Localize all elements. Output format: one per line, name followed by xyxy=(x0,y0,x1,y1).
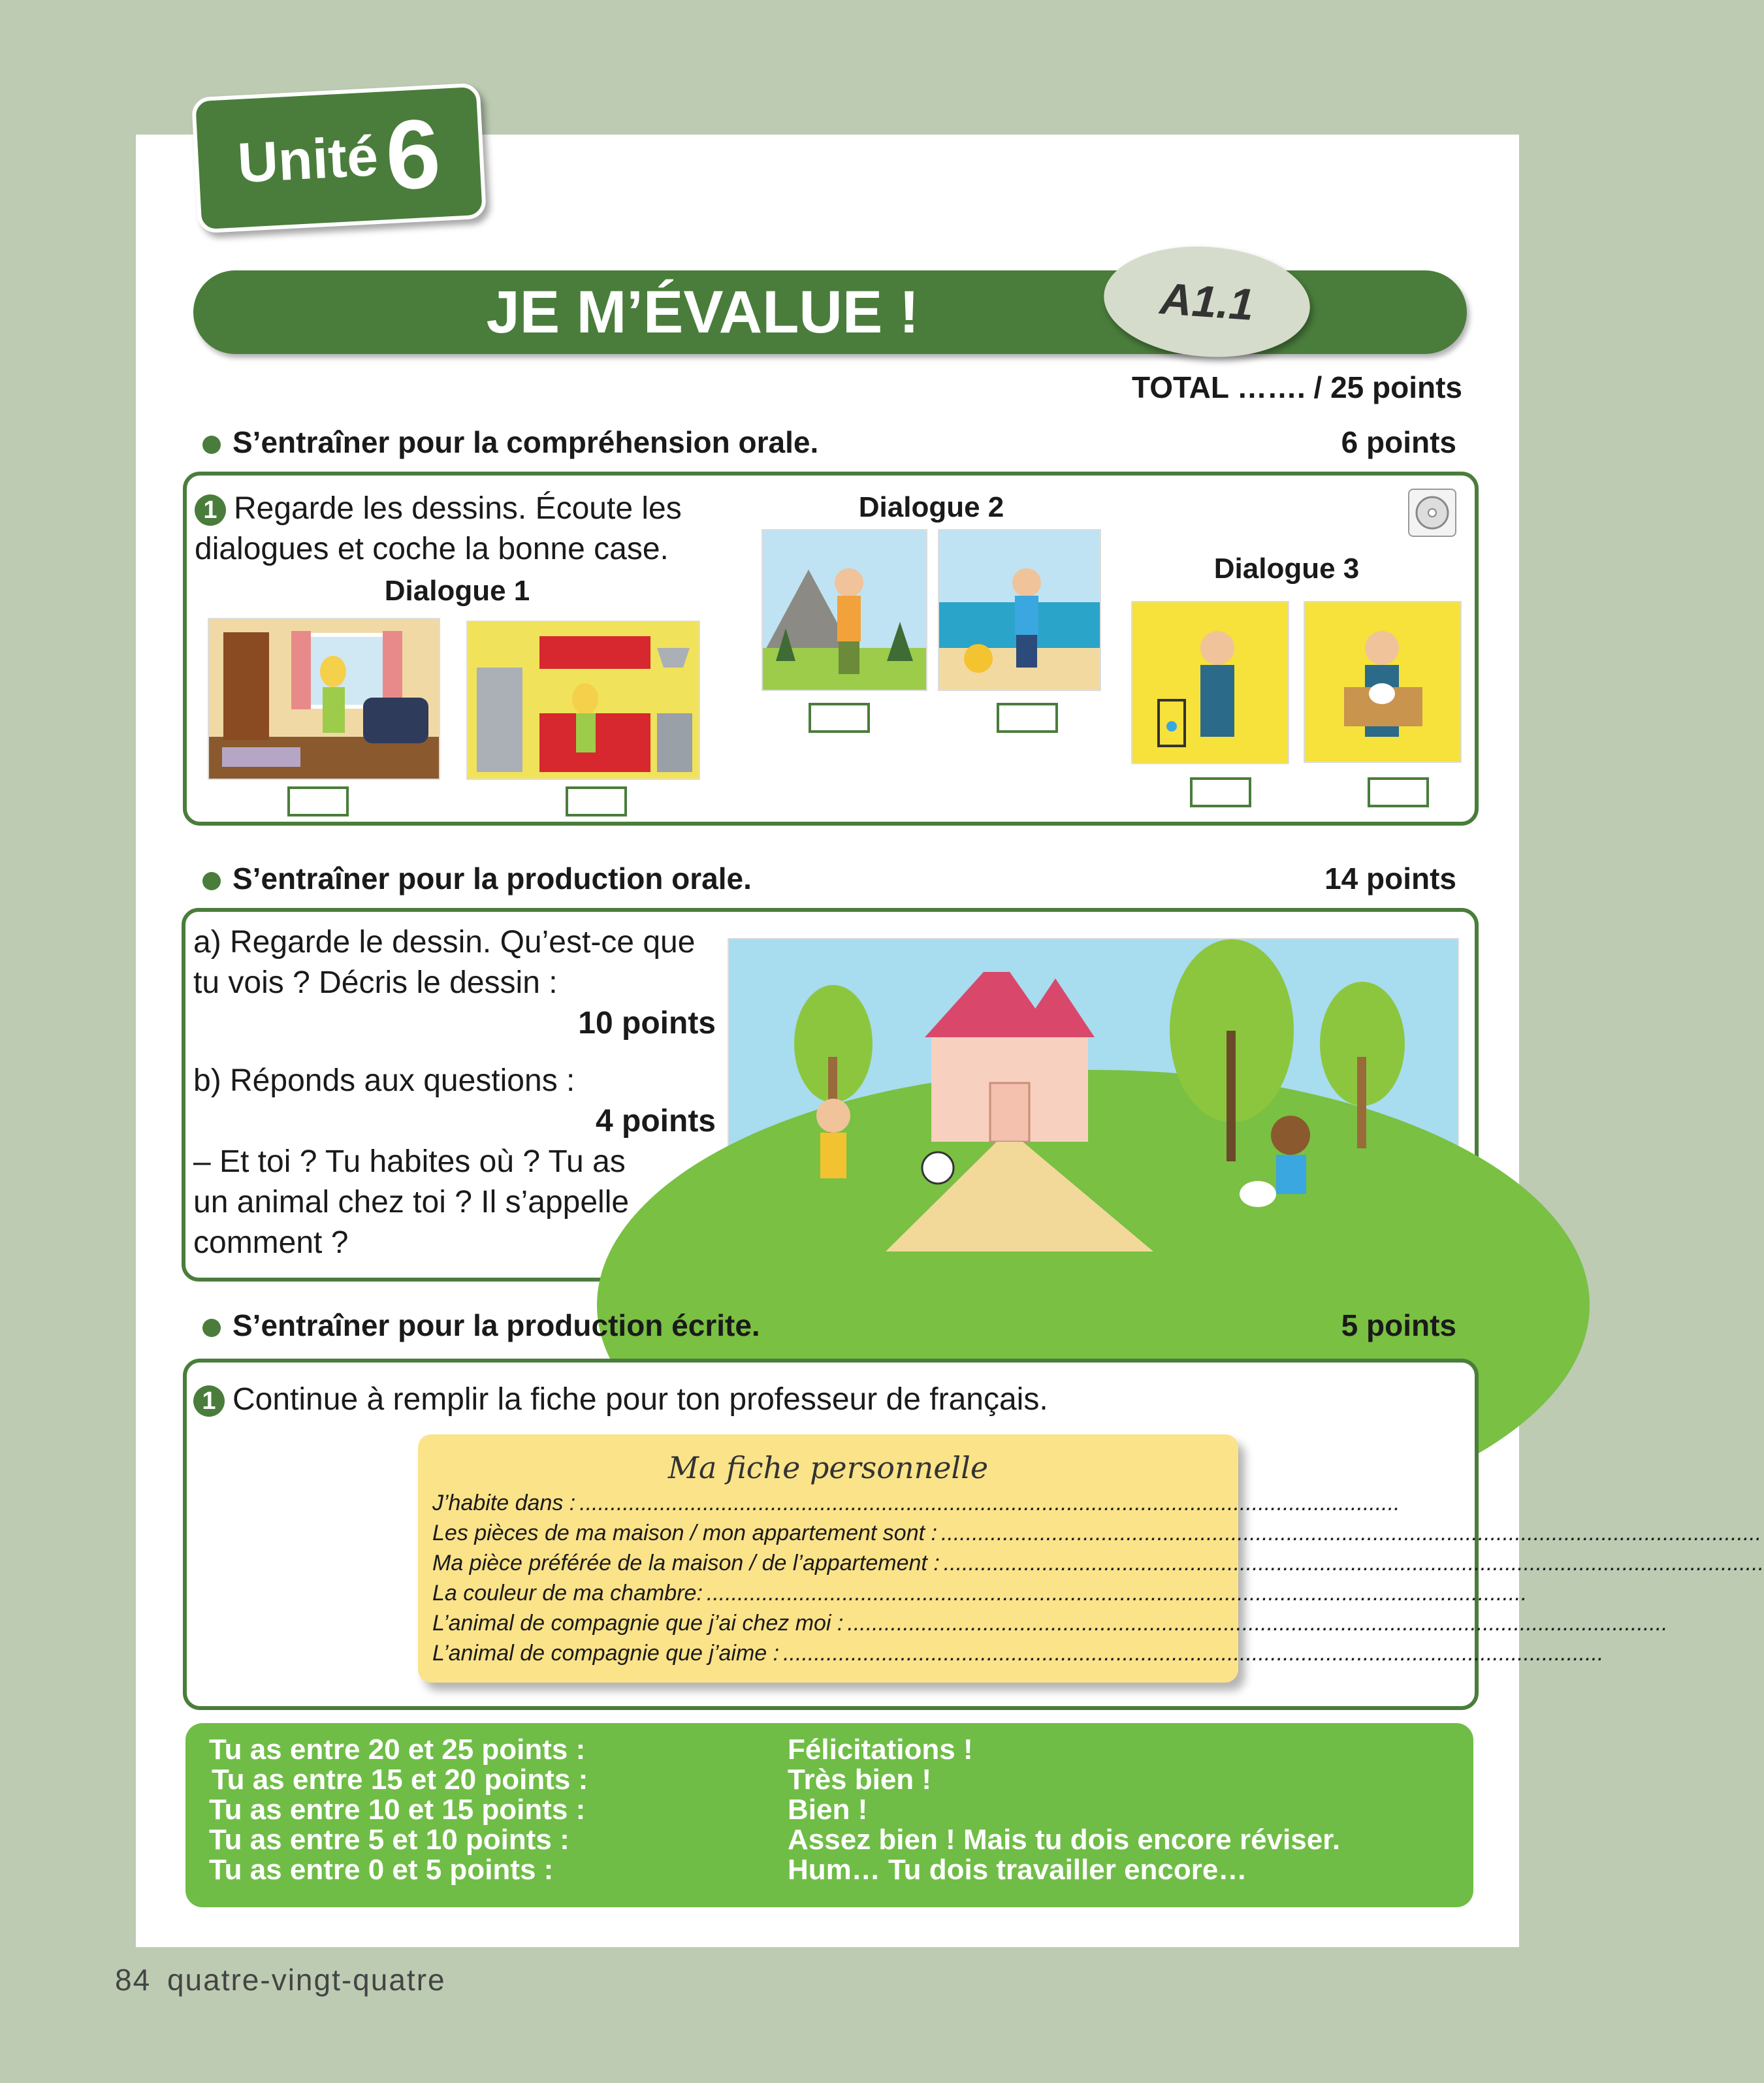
form-line[interactable]: L’animal de compagnie que j’ai chez moi : ..................................................................................................................................... xyxy=(418,1608,1238,1638)
result-range: Tu as entre 5 et 10 points : xyxy=(209,1824,569,1856)
checkbox-dialogue1-b[interactable] xyxy=(566,786,627,816)
form-line[interactable]: L’animal de compagnie que j’aime : ..................................................................................................................................... xyxy=(418,1638,1238,1668)
dialogue-2-label: Dialogue 2 xyxy=(858,491,1004,523)
form-line[interactable]: Ma pièce préférée de la maison / de l’appartement : ..................................................................................................................................... xyxy=(418,1548,1238,1578)
form-dots: ..................................................................................................................................... xyxy=(706,1581,1528,1606)
result-comment: Hum… Tu dois travailler encore… xyxy=(788,1854,1247,1886)
section-production-orale-heading xyxy=(202,861,1456,896)
form-line[interactable]: Les pièces de ma maison / mon appartement sont : ..................................................................................................................................... xyxy=(418,1518,1238,1548)
section-production-ecrite-heading xyxy=(202,1308,1456,1343)
personal-form-card xyxy=(418,1434,1764,1683)
form-dots: ..................................................................................................................................... xyxy=(847,1611,1668,1636)
section-title: S’entraîner pour la compréhension orale. xyxy=(233,425,819,459)
form-dots: ..................................................................................................................................... xyxy=(783,1641,1604,1666)
checkbox-dialogue2-b[interactable] xyxy=(997,703,1058,733)
form-dots: ..................................................................................................................................... xyxy=(943,1551,1764,1575)
exercise-number-badge: 1 xyxy=(193,1385,225,1417)
result-comment: Bien ! xyxy=(788,1794,868,1826)
unit-number: 6 xyxy=(383,97,443,211)
total-score: TOTAL ……. / 25 points xyxy=(1131,370,1462,404)
bullet-icon xyxy=(202,872,221,890)
checkbox-dialogue2-a[interactable] xyxy=(809,703,870,733)
instruction-line: Regarde les dessins. Écoute les xyxy=(234,491,682,526)
exercise1-instruction xyxy=(195,489,782,570)
oral-b-line: b) Réponds aux questions : xyxy=(193,1063,575,1098)
checkbox-dialogue3-a[interactable] xyxy=(1190,777,1251,807)
result-range: Tu as entre 15 et 20 points : xyxy=(212,1764,588,1796)
form-dots: ..................................................................................................................................... xyxy=(940,1521,1762,1545)
section-comprehension-heading xyxy=(202,425,1456,460)
oral-question-line: – Et toi ? Tu habites où ? Tu as xyxy=(193,1144,626,1179)
result-range: Tu as entre 20 et 25 points : xyxy=(209,1734,586,1766)
oral-a-line: tu vois ? Décris le dessin : xyxy=(193,965,558,1000)
section-points: 6 points xyxy=(1341,425,1456,459)
kitchen-picture xyxy=(466,621,700,780)
page-number-words: quatre-vingt-quatre xyxy=(167,1963,446,1997)
bullet-icon xyxy=(202,1319,221,1337)
beach-picture xyxy=(938,529,1101,691)
section-title: S’entraîner pour la production écrite. xyxy=(233,1308,760,1342)
oral-question-line: comment ? xyxy=(193,1225,349,1260)
bullet-icon xyxy=(202,436,221,454)
section-points: 5 points xyxy=(1341,1308,1456,1342)
result-range: Tu as entre 10 et 15 points : xyxy=(209,1794,586,1826)
instruction-line: dialogues et coche la bonne case. xyxy=(195,532,669,566)
form-title: Ma fiche personnelle xyxy=(667,1450,989,1485)
page-number: 84 xyxy=(115,1963,152,1997)
results-box xyxy=(185,1723,1473,1907)
oral-question-line: un animal chez toi ? Il s’appelle xyxy=(193,1185,630,1219)
section-points: 14 points xyxy=(1324,862,1456,896)
result-comment: Assez bien ! Mais tu dois encore réviser. xyxy=(788,1824,1341,1856)
page-title: JE M’ÉVALUE ! xyxy=(486,278,920,346)
form-line[interactable]: La couleur de ma chambre: ..................................................................................................................................... xyxy=(418,1578,1238,1608)
unit-word: Unité xyxy=(236,124,380,195)
result-comment: Félicitations ! xyxy=(788,1734,973,1766)
checkbox-dialogue1-a[interactable] xyxy=(287,786,349,816)
oral-b-points: 4 points xyxy=(595,1104,716,1138)
girl-rabbit-picture xyxy=(1304,601,1462,763)
house-scene-picture xyxy=(728,938,1459,1253)
page-footer xyxy=(115,1962,446,1997)
dialogue-1-label: Dialogue 1 xyxy=(384,575,530,607)
exercise-number-badge: 1 xyxy=(195,494,226,526)
girl-birdcage-picture xyxy=(1131,601,1289,764)
dialogue-3-label: Dialogue 3 xyxy=(1213,553,1360,585)
section-title: S’entraîner pour la production orale. xyxy=(233,862,752,896)
level-badge: A1.1 xyxy=(1100,240,1314,364)
unit-tab xyxy=(191,83,487,234)
cd-icon[interactable] xyxy=(1408,489,1456,537)
form-line[interactable]: J’habite dans : ..................................................................................................................................... xyxy=(418,1488,1238,1518)
result-range: Tu as entre 0 et 5 points : xyxy=(209,1854,554,1886)
oral-a-points: 10 points xyxy=(578,1006,716,1041)
written-instruction xyxy=(193,1380,1434,1420)
form-dots: ..................................................................................................................................... xyxy=(579,1491,1400,1515)
instruction-line: Continue à remplir la fiche pour ton professeur de français. xyxy=(233,1382,1048,1417)
result-comment: Très bien ! xyxy=(788,1764,932,1796)
mountain-picture xyxy=(762,529,927,691)
oral-a-line: a) Regarde le dessin. Qu’est-ce que xyxy=(193,925,696,960)
checkbox-dialogue3-b[interactable] xyxy=(1368,777,1429,807)
living-room-picture xyxy=(208,618,440,780)
